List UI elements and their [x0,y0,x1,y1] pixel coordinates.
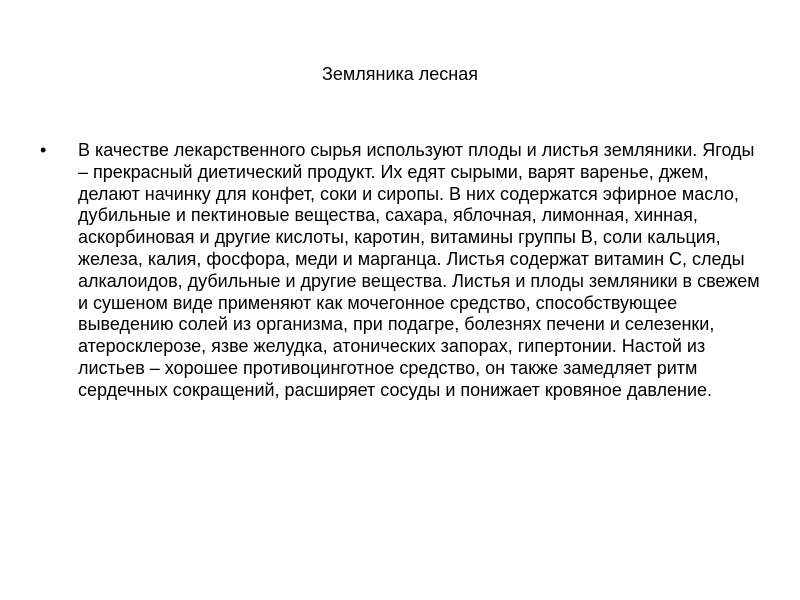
bullet-item [40,140,760,402]
bullet-list [40,140,760,402]
bullet-text: В качестве лекарственного сырья используют плоды и листья земляники. Ягоды – прекрасный диетический продукт. Их едят сырыми, варят варенье, джем, делают начинку для конфет, соки и сиропы. В них содержатся эфирное масло, дубильные и пектиновые вещества, сахара, яблочная, лимонная, хинная, аскорбиновая и другие кислоты, каротин, витамины группы В, соли кальция, железа, калия, фосфора, меди и марганца. Листья содержат витамин С, следы алкалоидов, дубильные и другие вещества. Листья и плоды земляники в свежем и сушеном виде применяют как мочегонное средство, способствующее выведению солей из организма, при подагре, болезнях печени и селезенки, атеросклерозе, язве желудка, атонических запорах, гипертонии. Настой из листьев – хорошее противоцинготное средство, он также замедляет ритм сердечных сокращений, расширяет сосуды и понижает кровяное давление. [78,140,760,400]
bullet-marker: • [40,140,47,160]
slide-title: Земляника лесная [322,64,478,84]
